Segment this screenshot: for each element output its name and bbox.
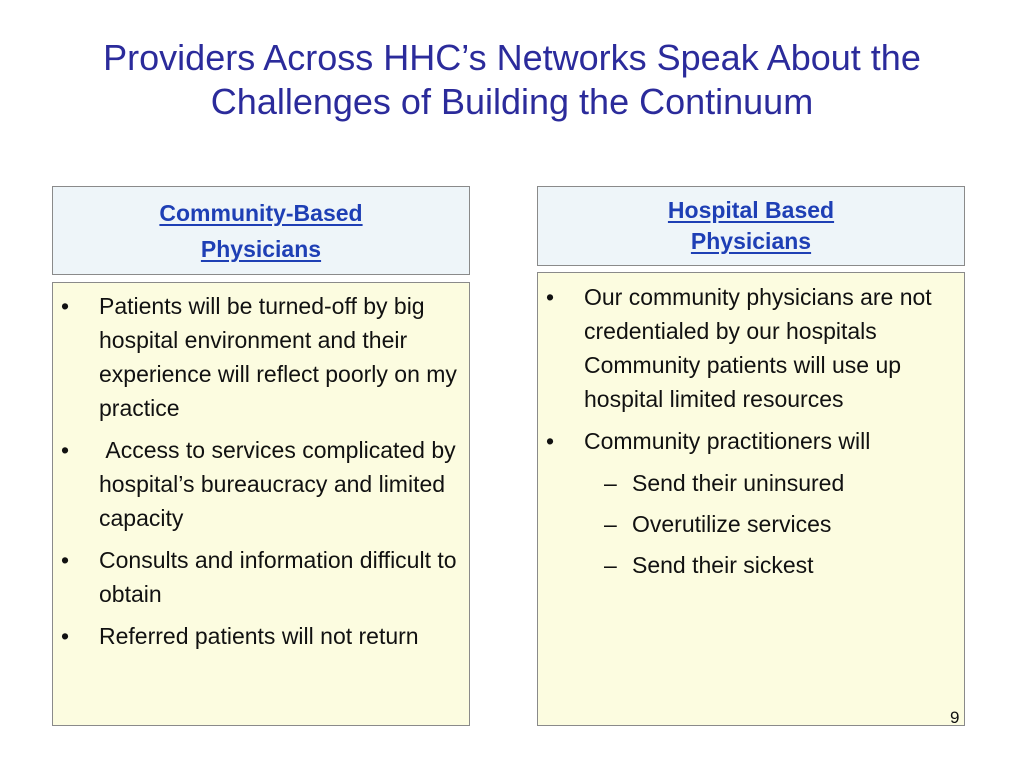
community-based-header bbox=[52, 186, 470, 275]
bullet-item: • Our community physicians are not credentialed by our hospitals Community patients will use up hospital limited resources bbox=[538, 280, 964, 416]
bullet-item: • Access to services complicated by hospital’s bureaucracy and limited capacity bbox=[53, 433, 469, 535]
community-based-bullet-list bbox=[53, 289, 469, 653]
community-based-panel bbox=[52, 282, 470, 726]
sub-bullet-item: – Send their sickest bbox=[538, 548, 964, 582]
page-number: 9 bbox=[950, 708, 960, 727]
hospital-based-panel bbox=[537, 272, 965, 726]
slide-title: Providers Across HHC’s Networks Speak About the Challenges of Building the Continuum bbox=[103, 37, 921, 122]
bullet-item-text: Community practitioners will bbox=[584, 428, 871, 454]
bullet-item: • Patients will be turned-off by big hospital environment and their experience will reflect poorly on my practice bbox=[53, 289, 469, 425]
bullet-item: • Referred patients will not return bbox=[53, 619, 469, 653]
hospital-based-header-text bbox=[668, 195, 834, 257]
hospital-based-sub-list bbox=[538, 466, 964, 582]
hospital-based-header-line1: Hospital Based bbox=[667, 197, 835, 223]
sub-bullet-item: – Overutilize services bbox=[538, 507, 964, 541]
community-based-header-text bbox=[159, 195, 362, 267]
hospital-based-header bbox=[537, 186, 965, 266]
hospital-based-bullet-list bbox=[538, 280, 964, 458]
sub-bullet-item: – Send their uninsured bbox=[538, 466, 964, 500]
community-based-header-line1: Community-Based bbox=[159, 199, 363, 226]
bullet-item: • Consults and information difficult to obtain bbox=[53, 543, 469, 611]
bullet-item bbox=[538, 424, 964, 458]
hospital-based-header-line2: Physicians bbox=[690, 228, 812, 254]
community-based-header-line2: Physicians bbox=[200, 235, 322, 262]
